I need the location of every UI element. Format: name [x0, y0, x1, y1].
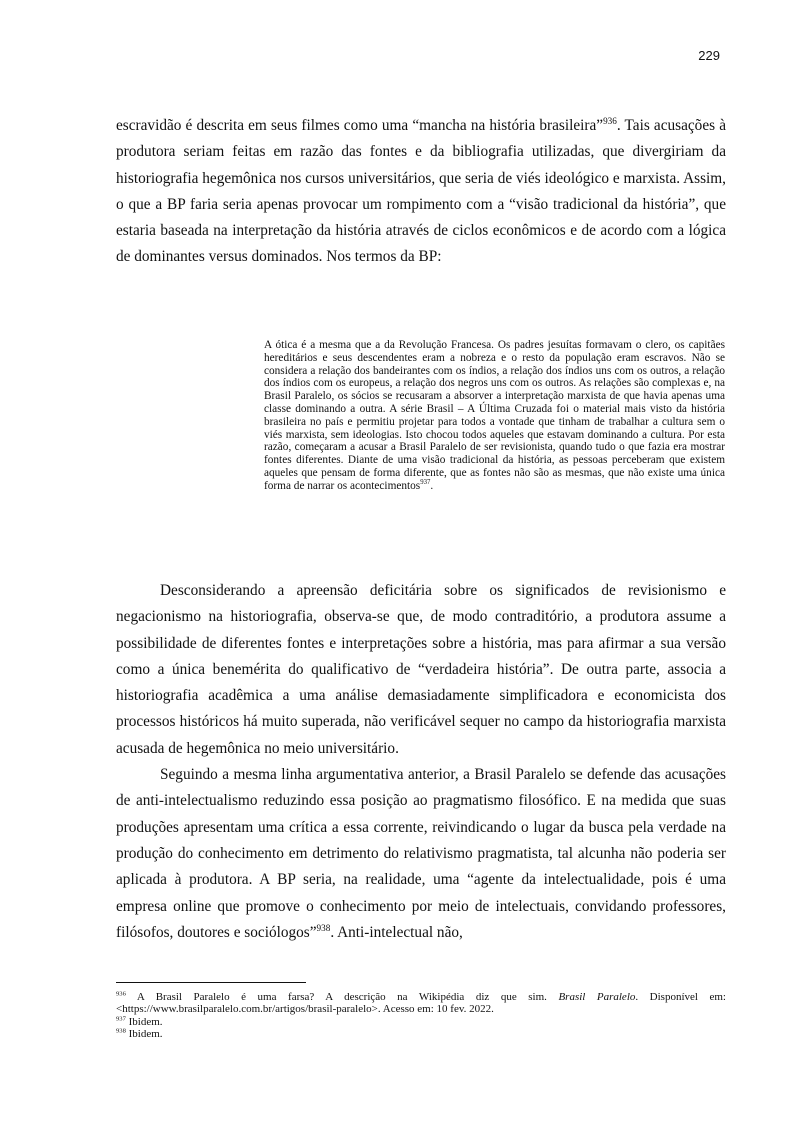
- footnote-938: [116, 1028, 726, 1040]
- paragraph-3-tail: . Anti-intelectual não,: [330, 923, 463, 941]
- footnote-ref-938[interactable]: 938: [316, 922, 331, 933]
- footnote-937: [116, 1016, 726, 1028]
- paragraph-3-text: Seguindo a mesma linha argumentativa anterior, a Brasil Paralelo se defende das acusações de anti-intelectualismo reduzindo essa posição ao pragmatismo filosófico. E na medida que suas produções apresentam uma crítica a essa corrente, reivindicando o lugar da busca pela verdade na produção do conhecimento em detrimento do relativismo pragmatista, tal alcunha não poderia ser aplicada à produtora. A BP seria, na realidade, uma “agente da intelectualidade, pois é uma empresa online que promove o conhecimento por meio de intelectuais, convidando professores, filósofos, doutores e sociólogos”: [116, 766, 726, 941]
- footnote-text: Ibidem.: [125, 1028, 163, 1041]
- paragraph-1: [116, 113, 726, 271]
- footnote-number: 936: [116, 990, 126, 998]
- footnote-number: 937: [116, 1015, 126, 1023]
- footnote-divider: [116, 982, 306, 983]
- footnote-text: A Brasil Paralelo é uma farsa? A descrição na Wikipédia diz que sim.: [125, 991, 559, 1003]
- paragraph-3: [116, 762, 726, 946]
- paragraph-2: Desconsiderando a apreensão deficitária sobre os significados de revisionismo e negacionismo na historiografia, observa-se que, de modo contraditório, a produtora assume a possibilidade de diferentes fontes e interpretações sobre a história, mas para afirmar a sua versão como a única benemérita do qualificativo de “verdadeira história”. De outra parte, associa a historiografia acadêmica a uma análise demasiadamente simplificadora e economicista dos processos históricos há muito superada, não verificável sequer no campo da historiografia marxista acusada de hegemônica no meio universitário.: [116, 582, 726, 757]
- footnote-936: [116, 991, 726, 1016]
- block-quote-text: A ótica é a mesma que a da Revolução Francesa. Os padres jesuítas formavam o clero, os capitães hereditários e seus descendentes eram a nobreza e o resto da população eram escravos. Não se considera a relação dos bandeirantes com os índios, a relação dos índios uns com os outros, a relação dos índios com os europeus, a relação dos negros uns com os outros. As relações são complexas e, na Brasil Paralelo, os sócios se recusaram a absorver a interpretação marxista de que havia apenas uma classe dominando a outra. A série Brasil – A Última Cruzada foi o material mais visto da história brasileira no país e permitiu projetar para todos a vontade que tinham de trabalhar a cultura sem o viés marxista, sem ideologias. Isto chocou todos aqueles que estavam dominando a cultura. Por esta razão, começaram a acusar a Brasil Paralelo de ser revisionista, quando tudo o que fazia era mostrar fontes diferentes. Diante de uma visão tradicional da história, as pessoas perceberam que existem aqueles que pensam de forma diferente, que as fontes não são as mesmas, que não existe uma única forma de narrar os acontecimentos: [264, 339, 725, 492]
- footnote-ref-937[interactable]: 937: [420, 479, 431, 486]
- footnote-ref-936[interactable]: 936: [603, 115, 617, 126]
- page-number: 229: [698, 48, 720, 63]
- block-quote: [264, 339, 725, 493]
- footnote-text: Ibidem.: [125, 1015, 163, 1028]
- paragraph-1-text: escravidão é descrita em seus filmes como uma “mancha na história brasileira”: [116, 117, 604, 134]
- block-quote-tail: .: [430, 479, 434, 492]
- footnotes: [116, 991, 726, 1041]
- body-block: [116, 578, 726, 946]
- paragraph-1-tail: . Tais acusações à produtora seriam feitas em razão das fontes e da bibliografia utilizadas, que divergiriam da historiografia hegemônica nos cursos universitários, que seria de viés ideológico e marxista. Assim, o que a BP faria seria apenas provocar um rompimento com a “visão tradicional da história”, que estaria baseada na interpretação da história através de ciclos econômicos e de acordo com a lógica de dominantes versus dominados. Nos termos da BP:: [116, 117, 726, 266]
- footnote-number: 938: [116, 1027, 126, 1035]
- footnote-italic-title: Brasil Paralelo: [558, 991, 636, 1003]
- footnote-text-after: . Disponível em: <https://www.brasilparalelo.com.br/artigos/brasil-paralelo>. Acesso em: 10 fev. 2022.: [116, 991, 726, 1016]
